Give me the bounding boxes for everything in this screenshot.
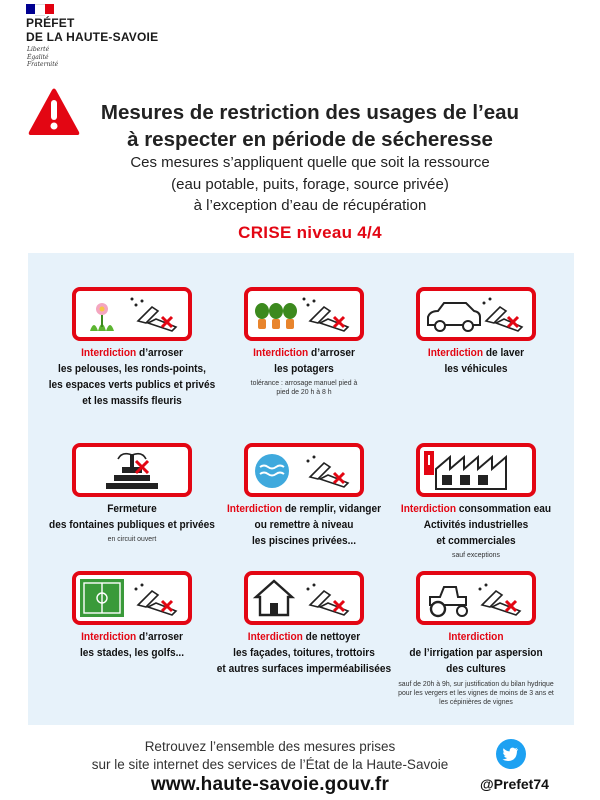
measure-note: sauf exceptions xyxy=(452,550,500,559)
fountain-icon xyxy=(72,443,192,497)
subtitle: Ces mesures s’appliquent quelle que soit la ressource (eau potable, puits, forage, source privée) à l’exception d’eau de récupération xyxy=(130,154,490,214)
marianne-flag xyxy=(26,4,54,14)
measures-panel: Interdiction d’arroser les pelouses, les ronds-points, les espaces verts publics et privés et les massifs fleuris Interdiction d’arroser les potagers tolérance : arrosage manuel pied à pied de 20 h à 8 h Interdiction de laver les véhicules Fermeture des fontaines publiques et privées en circuit ouvert Interdiction de remplir, vidanger ou remettre à niveau les piscines privées... Interdiction consommation eau Activités industrielles et commerciales sauf exceptions Interdiction d’arroser les stades, les golfs... Interdiction de nettoyer les façades, toitures, trottoirs et autres surfaces imperméabilisées Interdiction de l’irrigation par aspersion des cultures sauf de 20h à 9h, sur justification du bilan hydrique pour les vergers et les vignes de moins de 3 ans et les cépinières de vignes xyxy=(28,253,574,725)
twitter-handle[interactable]: @Prefet74 xyxy=(480,776,549,792)
tractor-irrigation-icon xyxy=(416,571,536,625)
garden-sprinkler-icon xyxy=(72,287,192,341)
house-cleaning-icon xyxy=(244,571,364,625)
footer-text: Retrouvez l’ensemble des mesures prises sur le site internet des services de l’État de la Haute-Savoie xyxy=(91,739,449,772)
measure-note: tolérance : arrosage manuel pied à pied de 20 h à 8 h xyxy=(250,378,358,396)
main-title: Mesures de restriction des usages de l’eau à respecter en période de sécheresse xyxy=(100,101,520,151)
factory-icon xyxy=(416,443,536,497)
prefecture-name: PRÉFET DE LA HAUTE-SAVOIE xyxy=(26,16,159,44)
measure-label-red: Interdiction xyxy=(81,347,137,359)
car-wash-icon xyxy=(416,287,536,341)
website-link[interactable]: www.haute-savoie.gouv.fr xyxy=(150,774,390,795)
twitter-icon[interactable] xyxy=(496,739,526,769)
pool-icon xyxy=(244,443,364,497)
stadium-icon xyxy=(72,571,192,625)
crisis-level: CRISE niveau 4/4 xyxy=(238,223,382,242)
vegetable-garden-icon xyxy=(244,287,364,341)
measure-note: sauf de 20h à 9h, sur justification du bilan hydrique pour les vergers et les vignes de moins de 3 ans et les cépinières de vignes xyxy=(398,679,554,706)
republic-motto: Liberté Égalité Fraternité xyxy=(27,46,59,68)
measure-note: en circuit ouvert xyxy=(107,534,157,543)
